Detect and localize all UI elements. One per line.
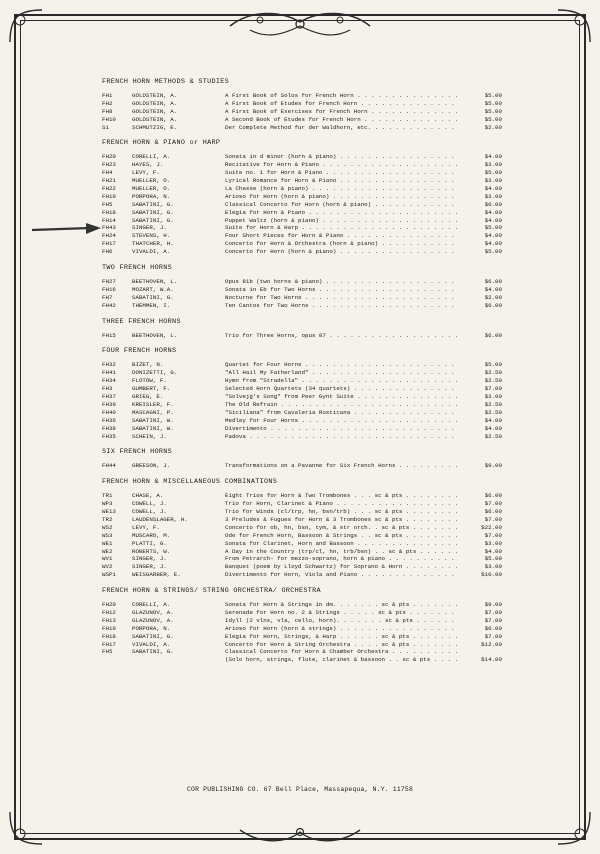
- catalog-entry: [102, 609, 502, 617]
- catalog-number: FH38: [102, 424, 116, 432]
- catalog-number: FH24: [102, 232, 116, 240]
- price: $2.00: [462, 124, 502, 132]
- catalog-section: [102, 586, 502, 664]
- composer-name: GOLDSTEIN, A.: [132, 92, 178, 99]
- price: $3.00: [462, 177, 502, 185]
- catalog-listing: [102, 70, 502, 664]
- price: $6.00: [462, 302, 502, 310]
- composer-name: GLAZUNOV, A.: [132, 608, 174, 616]
- price: $2.50: [462, 377, 502, 385]
- composer-name: KREISLER, F.: [132, 400, 174, 408]
- composer-name: MUELLER, O.: [132, 177, 171, 185]
- catalog-section: [102, 447, 502, 470]
- catalog-number: FH39: [102, 400, 116, 408]
- composer-name: HAYES, J.: [132, 161, 164, 169]
- work-title: Suite for Horn & Harp . . .: [225, 224, 457, 232]
- work-title: A Day in the Country (trp/cl, hn, trb/bsn) . . sc & pts . . .: [225, 548, 457, 556]
- work-title: Arioso for Horn (horn & strings) . . .: [225, 625, 457, 633]
- catalog-entry: [102, 516, 502, 524]
- catalog-number: FH43: [102, 224, 116, 232]
- catalog-entry: [102, 555, 502, 563]
- price: $6.00: [462, 278, 502, 286]
- work-title: "All Hail My Fatherland" . . .: [225, 369, 457, 377]
- corner-ornament-icon: [554, 6, 594, 46]
- catalog-entry: [102, 500, 502, 508]
- work-title: "Solvejg's Song" from Peer Gynt Suite . . .: [225, 393, 457, 401]
- work-title: Concerto for Horn (horn & piano) . . .: [225, 248, 457, 256]
- work-title: Trio for Winds (cl/trp, hn, bsn/trb) . . . sc & pts . . .: [225, 508, 457, 516]
- section-title: FRENCH HORN & PIANO or HARP: [102, 139, 221, 148]
- catalog-entry: [102, 409, 502, 417]
- work-title: Concerto for Horn & Orchestra (horn & piano) . . .: [225, 240, 457, 248]
- composer-name: MOZART, W.A.: [132, 285, 174, 293]
- price: $2.50: [462, 433, 502, 441]
- composer-name: GOLDSTEIN, A.: [132, 115, 178, 123]
- composer-name: MASCAGNI, P.: [132, 408, 174, 416]
- catalog-section: [102, 263, 502, 310]
- work-title: A First Book of Etudes for French Horn . . .: [225, 100, 457, 108]
- work-title: Classical Concerto for Horn (horn & piano) . . .: [225, 201, 457, 209]
- work-title: Arioso for Horn (horn & piano) . . .: [225, 193, 457, 201]
- work-title: A First Book of Solos for French Horn . . .: [225, 92, 457, 100]
- work-title: Nocturne for Two Horns . . .: [225, 294, 457, 302]
- price: $9.00: [462, 462, 502, 470]
- work-title: Sonata for Horn & Strings in dm. . . . . . . sc & pts . . .: [225, 601, 457, 609]
- work-title: Four Short Pieces for Horn & Piano . . .: [225, 232, 457, 240]
- section-title: THREE FRENCH HORNS: [102, 317, 181, 326]
- catalog-number: FH5: [102, 200, 113, 208]
- composer-name: GRIEG, E.: [132, 393, 164, 401]
- work-title: Sonata in d minor (horn & piano) . . .: [225, 153, 457, 161]
- work-title: Divertimento . . .: [225, 425, 457, 433]
- composer-name: GOLDSTEIN, A.: [132, 107, 178, 115]
- work-title: Selected Horn Quartets (34 quartets) . . .: [225, 385, 457, 393]
- catalog-entry: [102, 401, 502, 409]
- catalog-entry: [102, 425, 502, 433]
- composer-name: SINGER, J.: [132, 224, 167, 232]
- price: $6.00: [462, 625, 502, 633]
- price: $2.50: [462, 409, 502, 417]
- catalog-number: FH5: [102, 648, 113, 656]
- price: $7.00: [462, 532, 502, 540]
- work-title: Recitative for Horn & Piano . . .: [225, 161, 457, 169]
- catalog-number: FH18: [102, 208, 116, 216]
- catalog-number: FH16: [102, 285, 116, 293]
- catalog-number: FH37: [102, 393, 116, 401]
- composer-name: SABATINI, W.: [132, 424, 174, 432]
- price: $5.00: [462, 361, 502, 369]
- catalog-entry: [102, 108, 502, 116]
- price: $4.00: [462, 240, 502, 248]
- catalog-entry: [102, 417, 502, 425]
- section-title: FRENCH HORN & MISCELLANEOUS COMBINATIONS: [102, 478, 278, 487]
- catalog-number: FH22: [102, 185, 116, 193]
- catalog-number: S1: [102, 123, 109, 131]
- catalog-entry: [102, 332, 502, 340]
- price: $5.00: [462, 555, 502, 563]
- catalog-number: WP3: [102, 500, 113, 508]
- work-title: Der Complete Method fur der Waldhorn, etc. . . .: [225, 124, 457, 132]
- composer-name: SABATINI, G.: [132, 216, 174, 224]
- catalog-number: FH10: [102, 115, 116, 123]
- price: $5.00: [462, 92, 502, 100]
- catalog-number: FH41: [102, 369, 116, 377]
- catalog-entry: [102, 601, 502, 609]
- catalog-number: FH35: [102, 432, 116, 440]
- work-title: Serenade for Horn no. 2 & Strings . . . . . sc & pts . . .: [225, 609, 457, 617]
- catalog-number: FH20: [102, 153, 116, 161]
- price: $5.00: [462, 100, 502, 108]
- catalog-entry: [102, 548, 502, 556]
- price: $7.00: [462, 617, 502, 625]
- work-title: La Chasse (horn & piano) . . .: [225, 185, 457, 193]
- catalog-entry: [102, 462, 502, 470]
- price: $3.00: [462, 563, 502, 571]
- catalog-number: TR2: [102, 515, 113, 523]
- catalog-entry: [102, 100, 502, 108]
- catalog-number: FH27: [102, 278, 116, 286]
- catalog-number: FH42: [102, 301, 116, 309]
- composer-name: DONIZETTI, G.: [132, 369, 178, 377]
- price: $3.00: [462, 393, 502, 401]
- work-title: A First Book of Exercises for French Horn . . .: [225, 108, 457, 116]
- catalog-number: FH40: [102, 408, 116, 416]
- catalog-entry: [102, 571, 502, 579]
- catalog-number: WE2: [102, 547, 113, 555]
- price: $2.50: [462, 401, 502, 409]
- composer-name: PORPORA, N.: [132, 624, 171, 632]
- composer-name: SABATINI, G.: [132, 632, 174, 640]
- catalog-number: FH21: [102, 177, 116, 185]
- catalog-section: [102, 77, 502, 131]
- catalog-entry: [102, 377, 502, 385]
- work-title: Suite no. 1 for Horn & Piano . . .: [225, 169, 457, 177]
- price: $4.00: [462, 185, 502, 193]
- work-title: Classical Concerto for Horn & Chamber Orchestra . . .: [225, 648, 457, 656]
- composer-name: CORELLI, A.: [132, 153, 171, 161]
- price: $14.00: [462, 656, 502, 664]
- catalog-entry: [102, 369, 502, 377]
- catalog-entry: [102, 278, 502, 286]
- section-title: FOUR FRENCH HORNS: [102, 347, 177, 356]
- composer-name: ROBERTS, W.: [132, 547, 171, 555]
- composer-name: SCHEIN, J.: [132, 432, 167, 440]
- catalog-entry: [102, 209, 502, 217]
- catalog-entry: [102, 169, 502, 177]
- catalog-entry: [102, 224, 502, 232]
- catalog-number: FH1: [102, 92, 113, 99]
- composer-name: SCHMUTZIG, E.: [132, 123, 178, 131]
- catalog-entry: [102, 563, 502, 571]
- catalog-number: FH44: [102, 462, 116, 470]
- catalog-number: FH7: [102, 293, 113, 301]
- composer-name: SABATINI, G.: [132, 208, 174, 216]
- catalog-number: WE13: [102, 508, 116, 516]
- composer-name: STEVENS, H.: [132, 232, 171, 240]
- catalog-number: FH3: [102, 385, 113, 393]
- catalog-section: [102, 346, 502, 440]
- price: $6.00: [462, 492, 502, 500]
- work-title: Hymn from "Stradella" . . .: [225, 377, 457, 385]
- catalog-entry: [102, 185, 502, 193]
- catalog-number: WV1: [102, 555, 113, 563]
- price: $12.00: [462, 641, 502, 649]
- price: $9.00: [462, 601, 502, 609]
- price: $4.00: [462, 548, 502, 556]
- catalog-entry: [102, 153, 502, 161]
- catalog-number: FH15: [102, 331, 116, 339]
- catalog-number: WV2: [102, 563, 113, 571]
- price: $6.00: [462, 332, 502, 340]
- work-title: 3 Preludes & Fugues for Horn & 3 Trombones sc & pts . . .: [225, 516, 457, 524]
- catalog-number: FH14: [102, 216, 116, 224]
- catalog-number: FH19: [102, 192, 116, 200]
- composer-name: THATCHER, H.: [132, 240, 174, 248]
- catalog-entry: [102, 248, 502, 256]
- catalog-entry: [102, 217, 502, 225]
- corner-ornament-icon: [554, 808, 594, 848]
- composer-name: VIVALDI, A.: [132, 640, 171, 648]
- price: $5.00: [462, 116, 502, 124]
- work-title: (Solo horn, strings, flute, clarinet & bassoon . . sc & pts . . .: [225, 656, 457, 664]
- catalog-section: [102, 477, 502, 579]
- price: $2.00: [462, 294, 502, 302]
- composer-name: MUSCARO, M.: [132, 531, 171, 539]
- catalog-entry: [102, 633, 502, 641]
- work-title: Opus 81b (two horns & piano) . . .: [225, 278, 457, 286]
- catalog-number: FH23: [102, 161, 116, 169]
- catalog-number: WE1: [102, 539, 113, 547]
- price: $5.00: [462, 169, 502, 177]
- work-title: Ten Cantos for Two Horns . . .: [225, 302, 457, 310]
- price: $7.00: [462, 633, 502, 641]
- arrow-right-icon: [30, 222, 102, 236]
- catalog-number: WS2: [102, 523, 113, 531]
- price: $4.00: [462, 417, 502, 425]
- work-title: Ode for French Horn, Bassoon & Strings . . sc & pts . . .: [225, 532, 457, 540]
- work-title: Idyll (2 vlns, vla, cello, horn). . . . . . . sc & pts . . .: [225, 617, 457, 625]
- corner-ornament-icon: [6, 6, 46, 46]
- work-title: Sonata in Eb for Two Horns . . .: [225, 286, 457, 294]
- catalog-entry: [102, 532, 502, 540]
- catalog-number: WSP1: [102, 571, 116, 579]
- price: $4.00: [462, 286, 502, 294]
- catalog-number: FH6: [102, 248, 113, 256]
- work-title: The Old Refrain . . .: [225, 401, 457, 409]
- corner-ornament-icon: [6, 808, 46, 848]
- price: $6.00: [462, 508, 502, 516]
- section-title: FRENCH HORN METHODS & STUDIES: [102, 78, 229, 86]
- catalog-entry: [102, 92, 502, 100]
- catalog-entry: [102, 656, 502, 664]
- catalog-entry: [102, 116, 502, 124]
- price: $7.00: [462, 516, 502, 524]
- price: $4.00: [462, 425, 502, 433]
- composer-name: COWELL, J.: [132, 500, 167, 508]
- top-scroll-ornament-icon: [220, 8, 380, 44]
- catalog-entry: [102, 286, 502, 294]
- price: $5.00: [462, 224, 502, 232]
- composer-name: LEVY, F.: [132, 169, 160, 177]
- catalog-number: WS3: [102, 531, 113, 539]
- price: $3.00: [462, 193, 502, 201]
- catalog-section: [102, 317, 502, 340]
- composer-name: SINGER, J.: [132, 563, 167, 571]
- work-title: "Siciliana" from Cavaleria Rusticana . . .: [225, 409, 457, 417]
- work-title: From Petrarch- for mezzo-soprano, horn & piano . . .: [225, 555, 457, 563]
- price: $3.00: [462, 540, 502, 548]
- catalog-entry: [102, 240, 502, 248]
- composer-name: SABATINI, G.: [132, 200, 174, 208]
- composer-name: FLOTOW, F.: [132, 377, 167, 385]
- catalog-number: FH2: [102, 99, 113, 107]
- catalog-entry: [102, 361, 502, 369]
- price: $3.00: [462, 161, 502, 169]
- work-title: Trio for Horn, Clarinet & Piano . . .: [225, 500, 457, 508]
- catalog-section: [102, 138, 502, 256]
- composer-name: VIVALDI, A.: [132, 248, 171, 256]
- work-title: Medley for Four Horns . . .: [225, 417, 457, 425]
- composer-name: CORELLI, A.: [132, 601, 171, 609]
- composer-name: BEETHOVEN, L.: [132, 278, 178, 286]
- composer-name: THEMMEN, I.: [132, 301, 171, 309]
- catalog-number: FH8: [102, 107, 113, 115]
- catalog-number: FH34: [102, 377, 116, 385]
- price: $5.00: [462, 248, 502, 256]
- composer-name: LAUDENSLAGER, H.: [132, 515, 188, 523]
- price: $7.00: [462, 609, 502, 617]
- catalog-entry: [102, 524, 502, 532]
- catalog-entry: [102, 648, 502, 656]
- work-title: Puppet Waltz (horn & piano) . . .: [225, 217, 457, 225]
- composer-name: PLATTI, G.: [132, 539, 167, 547]
- composer-name: GLAZUNOV, A.: [132, 616, 174, 624]
- composer-name: BIZET, N.: [132, 361, 164, 369]
- price: $4.00: [462, 153, 502, 161]
- work-title: Concerto for Horn & String Orchestra . . . . sc & pts . . .: [225, 641, 457, 649]
- work-title: Quartet for Four Horns . . .: [225, 361, 457, 369]
- catalog-entry: [102, 433, 502, 441]
- price: $2.50: [462, 369, 502, 377]
- work-title: Divertimento for Horn, Viola and Piano . . .: [225, 571, 457, 579]
- catalog-number: FH17: [102, 640, 116, 648]
- composer-name: COWELL, J.: [132, 508, 167, 516]
- catalog-number: FH17: [102, 240, 116, 248]
- catalog-entry: [102, 302, 502, 310]
- work-title: Padova . . .: [225, 433, 457, 441]
- catalog-entry: [102, 294, 502, 302]
- work-title: Sonata for Clarinet, Horn and Bassoon . . .: [225, 540, 457, 548]
- catalog-number: FH18: [102, 632, 116, 640]
- catalog-entry: [102, 641, 502, 649]
- work-title: Concerto for ob, hn, bsn, tym, & str orch. . sc & pts . . .: [225, 524, 457, 532]
- composer-name: PORPORA, N.: [132, 192, 171, 200]
- work-title: Lyrical Romance for Horn & Piano . . .: [225, 177, 457, 185]
- catalog-entry: [102, 193, 502, 201]
- price: $10.00: [462, 571, 502, 579]
- catalog-number: FH13: [102, 616, 116, 624]
- price: $22.00: [462, 524, 502, 532]
- price: $6.00: [462, 201, 502, 209]
- catalog-entry: [102, 508, 502, 516]
- catalog-number: FH20: [102, 601, 116, 609]
- price: $4.00: [462, 217, 502, 225]
- work-title: Elegia for Horn, Strings, & Harp . . . . . . sc & pts . . .: [225, 633, 457, 641]
- catalog-entry: [102, 393, 502, 401]
- work-title: Banquet (poem by Lloyd Schwartz) for Soprano & Horn . . .: [225, 563, 457, 571]
- composer-name: SABATINI, W.: [132, 416, 174, 424]
- catalog-entry: [102, 540, 502, 548]
- composer-name: GOLDSTEIN, A.: [132, 99, 178, 107]
- composer-name: WEISGARBER, E.: [132, 571, 181, 579]
- composer-name: SABATINI, G.: [132, 648, 174, 656]
- price: $7.00: [462, 500, 502, 508]
- section-title: SIX FRENCH HORNS: [102, 448, 173, 457]
- section-title: TWO FRENCH HORNS: [102, 264, 173, 273]
- composer-name: MUELLER, O.: [132, 185, 171, 193]
- catalog-entry: [102, 617, 502, 625]
- catalog-number: FH19: [102, 624, 116, 632]
- catalog-entry: [102, 201, 502, 209]
- catalog-entry: [102, 625, 502, 633]
- composer-name: CHASE, A.: [132, 492, 164, 500]
- catalog-number: FH4: [102, 169, 113, 177]
- price: $5.00: [462, 108, 502, 116]
- catalog-entry: [102, 385, 502, 393]
- catalog-number: FH12: [102, 608, 116, 616]
- composer-name: BEETHOVEN, L.: [132, 331, 178, 339]
- price: $4.00: [462, 232, 502, 240]
- bottom-scroll-ornament-icon: [230, 820, 370, 848]
- catalog-entry: [102, 177, 502, 185]
- publisher-footer: COR PUBLISHING CO. 67 Bell Place, Massapequa, N.Y. 11758: [187, 786, 413, 793]
- work-title: Trio for Three Horns, opus 87 . . .: [225, 332, 457, 340]
- work-title: Transformations on a Pavanne for Six French Horns . . .: [225, 462, 457, 470]
- composer-name: GUMBERT, F.: [132, 385, 171, 393]
- work-title: Elegia for Horn & Piano . . .: [225, 209, 457, 217]
- catalog-number: FH36: [102, 416, 116, 424]
- work-title: A Second Book of Etudes for French Horn . . .: [225, 116, 457, 124]
- catalog-entry: [102, 232, 502, 240]
- catalog-entry: [102, 492, 502, 500]
- price: $4.00: [462, 209, 502, 217]
- composer-name: SINGER, J.: [132, 555, 167, 563]
- composer-name: LEVY, F.: [132, 523, 160, 531]
- work-title: Eight Trios for Horn & Two Trombones . . . sc & pts . . .: [225, 492, 457, 500]
- composer-name: SABATINI, G.: [132, 293, 174, 301]
- composer-name: GREESON, J.: [132, 462, 171, 470]
- catalog-number: FH32: [102, 361, 116, 369]
- section-title: FRENCH HORN & STRINGS/ STRING ORCHESTRA/ ORCHESTRA: [102, 587, 321, 596]
- catalog-number: TR1: [102, 492, 113, 500]
- catalog-entry: [102, 124, 502, 132]
- catalog-entry: [102, 161, 502, 169]
- price: $7.00: [462, 385, 502, 393]
